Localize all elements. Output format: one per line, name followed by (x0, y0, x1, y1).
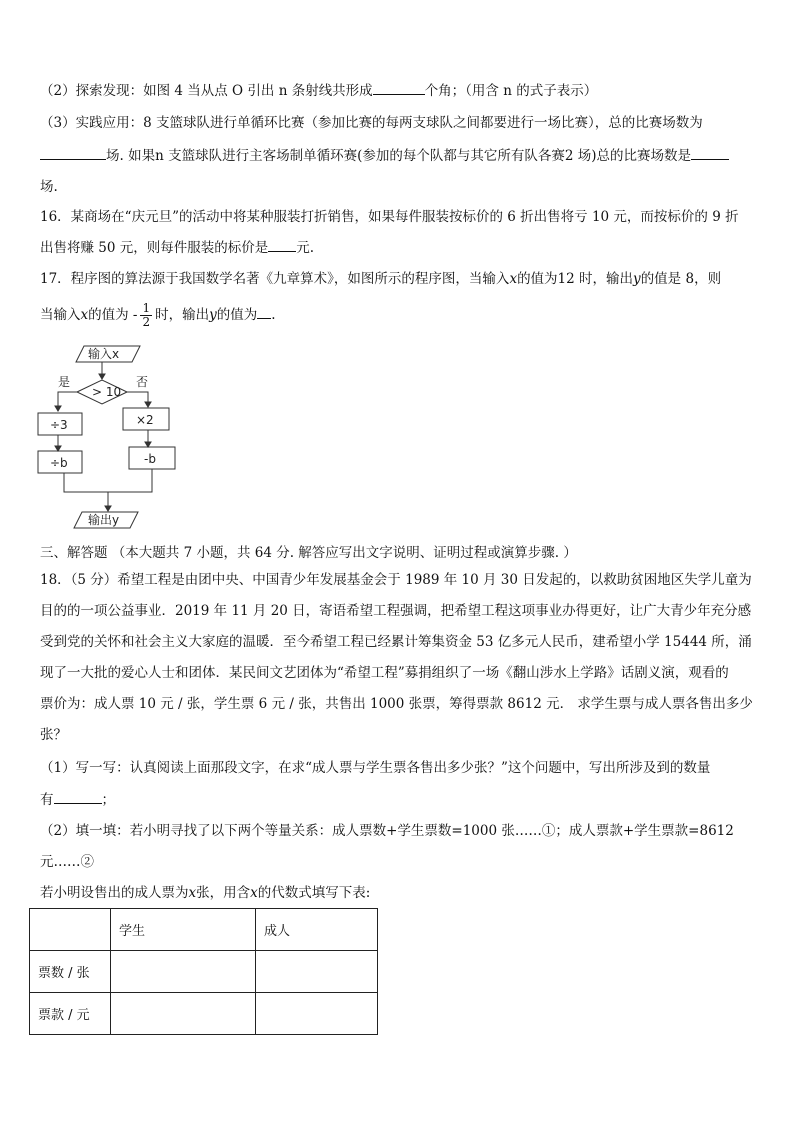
q18-part1-text-end: ； (101, 792, 115, 808)
table-row-label: 票数 / 张 (30, 951, 111, 993)
table-cell-student-count[interactable] (111, 951, 256, 993)
flow-condition-label: > 10 (92, 385, 122, 399)
q18-line: 票价为：成人票 10 元 / 张，学生票 6 元 / 张，共售出 1000 张票，筹得票款 8612 元． 求学生票与成人票各售出多少 (40, 696, 753, 712)
table-cell-adult-count[interactable] (256, 951, 378, 993)
table-row-label: 票款 / 元 (30, 993, 111, 1035)
var-x: x (509, 271, 518, 287)
q18-part1-line2 (40, 789, 115, 810)
q17-line1 (40, 269, 721, 289)
q16-text-end: 元. (296, 240, 315, 256)
q17-line2 (40, 302, 276, 329)
q16-line2 (40, 237, 314, 258)
q18-part1-line1: （1）写一写：认真阅读上面那段文字，在求“成人票与学生票各售出多少张？”这个问题中，写出所涉及到的数量 (40, 760, 711, 776)
q15-part3-line2 (40, 145, 729, 166)
answer-blank[interactable] (257, 304, 271, 319)
var-y: y (209, 307, 217, 323)
table-cell-adult-amount[interactable] (256, 993, 378, 1035)
q15-part3-text: 场. 如果n 支篮球队进行主客场制单循环赛(参加的每个队都与其它所有队各赛2 场)总的比赛场数是 (106, 148, 691, 164)
table-row (30, 993, 378, 1035)
flow-no-label: 否 (136, 375, 149, 389)
section3-heading: 三、解答题 （本大题共 7 小题，共 64 分. 解答应写出文字说明、证明过程或演算步骤. ） (40, 545, 577, 561)
q18-part2-text: 的代数式填写下表: (257, 885, 371, 901)
q17-text: 的值是 8，则 (640, 271, 722, 287)
q17-text: 的值为12 时，输出 (517, 271, 634, 287)
var-y: y (633, 271, 641, 287)
q17-text: 当输入 (40, 307, 81, 323)
q17-text: 17．程序图的算法源于我国数学名著《九章算术》，如图所示的程序图，当输入 (40, 271, 510, 287)
table-corner-cell (30, 909, 111, 951)
var-x: x (250, 885, 258, 901)
table-header-adult: 成人 (256, 909, 378, 951)
q17-text: 的值为 - (88, 307, 138, 323)
q18-line: 现了一大批的爱心人士和团体．某民间文艺团体为“希望工程”募捐组织了一场《翻山涉水上学路》话剧义演，观看的 (40, 665, 729, 681)
q18-line: 受到党的关怀和社会主义大家庭的温暖．至今希望工程已经累计筹集资金 53 亿多元人民币，建希望小学 15444 所，涌 (40, 634, 752, 650)
table-header-row (30, 909, 378, 951)
answer-blank[interactable] (40, 145, 106, 160)
q18-part1-text: 有 (40, 792, 54, 808)
q17-text: 时，输出 (155, 307, 210, 323)
program-flowchart (36, 340, 186, 535)
var-x: x (188, 885, 197, 901)
q15-part2 (40, 80, 597, 101)
q18-line: 目的的一项公益事业．2019 年 11 月 20 日，寄语希望工程强调，把希望工程这项事业办得更好，让广大青少年充分感 (40, 603, 752, 619)
flow-divide-b-label: ÷b (50, 456, 68, 470)
q17-text: 的值为 (216, 307, 258, 323)
table-row (30, 951, 378, 993)
var-x: x (80, 307, 89, 323)
q15-part3-line1: （3）实践应用：8 支篮球队进行单循环比赛（参加比赛的每两支球队之间都要进行一场比赛），总的比赛场数为 (40, 115, 703, 131)
answer-blank[interactable] (54, 789, 102, 804)
q16-text: 出售将赚 50 元，则每件服装的标价是 (40, 240, 269, 256)
q18-part2-line2: 元……② (40, 854, 94, 870)
flow-times-2-label: ×2 (136, 413, 154, 427)
q16-line1: 16．某商场在“庆元旦”的活动中将某种服装打折销售，如果每件服装按标价的 6 折出售将亏 10 元，而按标价的 9 折 (40, 209, 739, 225)
answer-blank[interactable] (691, 145, 729, 160)
flow-minus-b-label: -b (144, 452, 156, 466)
flow-output-label: 输出y (88, 513, 120, 527)
answer-blank[interactable] (373, 80, 425, 95)
answer-blank[interactable] (268, 237, 296, 252)
q18-line: 18．（5 分）希望工程是由团中央、中国青少年发展基金会于 1989 年 10 月 30 日发起的，以救助贫困地区失学儿童为 (40, 572, 752, 588)
table-cell-student-amount[interactable] (111, 993, 256, 1035)
q15-part2-text: （2）探索发现：如图 4 当从点 O 引出 n 条射线共形成 (40, 83, 373, 99)
q18-part2-text: 张，用含 (196, 885, 251, 901)
ticket-table (29, 908, 378, 1035)
q15-part3-line3: 场. (40, 179, 58, 195)
q18-part2-text: 若小明设售出的成人票为 (40, 885, 189, 901)
fraction (140, 302, 152, 329)
fraction-numerator: 1 (142, 301, 151, 315)
q18-line: 张？ (40, 727, 67, 743)
q18-part2-line3 (40, 883, 370, 903)
flow-input-label: 输入x (88, 347, 120, 361)
q17-text: . (271, 307, 276, 323)
q15-part2-text-end: 个角；（用含 n 的式子表示） (424, 83, 598, 99)
table-header-student: 学生 (111, 909, 256, 951)
q18-part2-line1: （2）填一填：若小明寻找了以下两个等量关系：成人票数+学生票数=1000 张……①；成人票款+学生票款=8612 (40, 823, 734, 839)
flow-yes-label: 是 (58, 375, 71, 389)
flow-divide-3-label: ÷3 (50, 418, 68, 432)
fraction-denominator: 2 (142, 315, 151, 329)
